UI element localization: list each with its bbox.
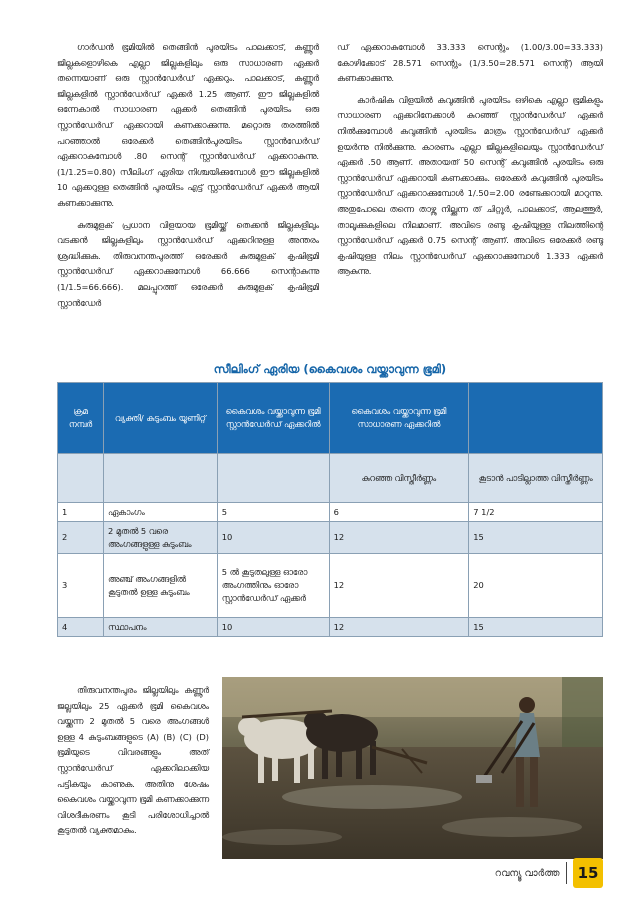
header-blank <box>469 383 603 454</box>
cell-max: 7 1/2 <box>469 503 603 522</box>
cell-min: 6 <box>329 503 469 522</box>
cell-standard: 5 ൽ കൂടുതലുള്ള ഓരോ അംഗത്തിനും ഓരോ സ്റ്റാൻഡേർഡ് ഏക്കർ <box>217 554 329 618</box>
table-row <box>58 618 603 637</box>
page-number-badge: 15 <box>573 858 603 888</box>
cell-serial: 3 <box>58 554 104 618</box>
paragraph: തിരുവനന്തപുരം ജില്ലയിലും കണ്ണൂർ ജല്ലയിലും 25 ഏക്കർ ഭൂമി കൈവശം വയ്ക്കുന്ന 2 മുതൽ 5 വരെ അംഗങ്ങൾ ഉള്ള 4 കുടുംബങ്ങളുടെ (A) (B) (C) (D) ഭൂമിയുടെ വിവരങ്ങളും അത് സ്റ്റാൻഡേർഡ് ഏക്കറിലാക്കിയ പട്ടികയും കാണുക. അതിനു ശേഷം കൈവശം വയ്ക്കാവുന്ന ഭൂമി കണക്കാക്കുന്ന വിശദീകരണം കൂടി പരിശോധിച്ചാൽ കൂടുതൽ വ്യക്തമാകും. <box>57 685 209 836</box>
table-row <box>58 503 603 522</box>
table-row <box>58 554 603 618</box>
header-entity: വ്യക്തി/ കുടുംബം യൂണിറ്റ് <box>103 383 217 454</box>
cell-standard: 10 <box>217 522 329 554</box>
bottom-text-column <box>57 683 209 839</box>
paragraph: കുരുമുളക് പ്രധാന വിളയായ ഭൂമിയ്ക്ക് തെക്കൻ ജില്ലകളിലും വടക്കൻ ജില്ലകളിലും സ്റ്റാൻഡേർഡ് ഏക്കറിനുള്ള അന്തരം ശ്രദ്ധിക്കുക. തിരുവനന്തപുരത്ത് ഒരേക്കർ കുരുമുളക് കൃഷിഭൂമി സ്റ്റാൻഡേർഡ് ഏക്കറാക്കുമ്പോൾ 66.666 സെന്റാകുന്നു (1/1.5=66.666). മലപ്പുറത്ത് ഒരേക്കർ കുരുമുളക് കൃഷിഭൂമി സ്റ്റാൻഡേർ <box>57 219 319 308</box>
paragraph: ഡ് ഏക്കറാകുമ്പോൾ 33.333 സെന്റും (1.00/3.00=33.333) കോഴിക്കോട് 28.571 സെന്റും (1/3.50=28.571 സെന്റ്) ആയി കണക്കാക്കുന്നു. <box>337 42 603 84</box>
paragraph: കാർഷിക വിളയിൽ കവുങ്ങിൻ പുരയിടം ഒഴികെ എല്ലാ ഭൂമികളും സാധാരണ ഏക്കറിനേക്കാൾ കുറഞ്ഞ് സ്റ്റാൻഡേർഡ് ഏക്കർ നിൽക്കുമ്പോൾ കവുങ്ങിൻ പുരയിടം മാത്രം സ്റ്റാൻഡേർഡ് ഏക്കർ ഉയർന്നു നിൽക്കുന്നു. കാരണം എല്ലാ ജില്ലകളിലെയും സ്റ്റാൻഡേർഡ് ഏക്കർ .50 ആണ്. അതായത് 50 സെന്റ് കവുങ്ങിൻ പുരയിടം ഒരു സ്റ്റാൻഡേർഡ് ഏക്കറായി കണക്കാക്കും. ഒരേക്കർ കവുങ്ങിൻ പുരയിടം സ്റ്റാൻഡേർഡ് ഏക്കറാക്കുമ്പോൾ 1/.50=2.00 രണ്ടേക്കറായി മാറുന്നു. അതുപോലെ തന്നെ താഴ്ന്നു നില്ക്കുന്ന ത് ചിറ്റൂർ, പാലക്കാട്, ആലത്തൂർ, താലൂക്കുകളിലെ നിലമാണ്. അവിടെ രണ്ടു കൃഷിയുള്ള നിലത്തിന്റെ സ്റ്റാൻഡേർഡ് ഏക്കർ 0.75 സെന്റ് ആണ്. അവിടെ ഒരേക്കർ രണ്ടു കൃഷിയുള്ള നിലം സ്റ്റാൻഡേർഡ് ഏക്കറാക്കുമ്പോൾ 1.333 ഏക്കർ ആകുന്നു. <box>337 94 603 277</box>
right-column <box>337 40 603 286</box>
cell-serial: 1 <box>58 503 104 522</box>
cell-serial: 2 <box>58 522 104 554</box>
cell-max: 15 <box>469 618 603 637</box>
table-row <box>58 522 603 554</box>
cell-min: 12 <box>329 522 469 554</box>
cell-standard: 5 <box>217 503 329 522</box>
table-title: സീലിംഗ് ഏരിയ (കൈവശം വയ്ക്കാവുന്ന ഭൂമി) <box>213 362 447 376</box>
subheader-blank <box>58 454 104 503</box>
subheader-min-area: കുറഞ്ഞ വിസ്തീർണ്ണം <box>329 454 469 503</box>
magazine-name: റവന്യൂ വാർത്ത <box>494 867 560 879</box>
ceiling-area-table <box>57 382 603 637</box>
subheader-blank <box>217 454 329 503</box>
cell-min: 12 <box>329 618 469 637</box>
subheader-max-area: കൂടാൻ പാടില്ലാത്ത വിസ്തീർണ്ണം <box>469 454 603 503</box>
ploughing-photo <box>222 677 603 859</box>
cell-entity: 2 മുതൽ 5 വരെ അംഗങ്ങളുള്ള കുടുംബം <box>103 522 217 554</box>
table-header-row <box>58 383 603 454</box>
cell-entity: ഏകാംഗം <box>103 503 217 522</box>
page-footer <box>495 858 603 888</box>
table-subheader-row <box>58 454 603 503</box>
cell-max: 20 <box>469 554 603 618</box>
subheader-blank <box>103 454 217 503</box>
footer-divider <box>566 862 568 884</box>
cell-min: 12 <box>329 554 469 618</box>
left-column <box>57 40 319 317</box>
header-ordinary-acre: കൈവശം വയ്ക്കാവുന്ന ഭൂമി സാധാരണ ഏക്കറിൽ <box>329 383 469 454</box>
cell-serial: 4 <box>58 618 104 637</box>
header-standard-acre: കൈവശം വയ്ക്കാവുന്ന ഭൂമി സ്റ്റാൻഡേർഡ് ഏക്കറിൽ <box>217 383 329 454</box>
cell-entity: സ്ഥാപനം <box>103 618 217 637</box>
paragraph: ഗാർഡൻ ഭൂമിയിൽ തെങ്ങിൻ പുരയിടം പാലക്കാട്, കണ്ണൂർ ജില്ലകളൊഴികെ എല്ലാ ജില്ലകളിലും ഒരു സാധാരണ ഏക്കർ തന്നെയാണ് ഒരു സ്റ്റാൻഡേർഡ് ഏക്കറും. പാലക്കാട്, കണ്ണൂർ ജില്ലകളിൽ സ്റ്റാൻഡേർഡ് ഏക്കർ 1.25 ആണ്. ഈ ജില്ലകളിൽ ഒന്നേകാൽ സാധാരണ ഏക്കർ തെങ്ങിൻ പുരയിടം ഒരു സ്റ്റാൻഡേർഡ് ഏക്കറായി കണക്കാക്കുന്നു. മറ്റൊരു തരത്തിൽ പറഞ്ഞാൽ ഒരേക്കർ തെങ്ങിൻപുരയിടം സ്റ്റാൻഡേർഡ് ഏക്കറാകുമ്പോൾ .80 സെന്റ് സ്റ്റാൻഡേർഡ് ഏക്കറാകുന്നു. (1/1.25=0.80) സീലിംഗ് ഏരിയ നിശ്ചയിക്കുമ്പോൾ ഈ ജില്ലകളിൽ 10 ഏക്കറുള്ള തെങ്ങിൻ പുരയിടം എട്ട് സ്റ്റാൻഡേർഡ് ഏക്കർ ആയി കണക്കാക്കുന്നു. <box>57 42 319 208</box>
cell-entity: അഞ്ച് അംഗങ്ങളിൽ കൂടുതൽ ഉള്ള കുടുംബം <box>103 554 217 618</box>
cell-standard: 10 <box>217 618 329 637</box>
cell-max: 15 <box>469 522 603 554</box>
header-serial: ക്രമ നമ്പർ <box>58 383 104 454</box>
